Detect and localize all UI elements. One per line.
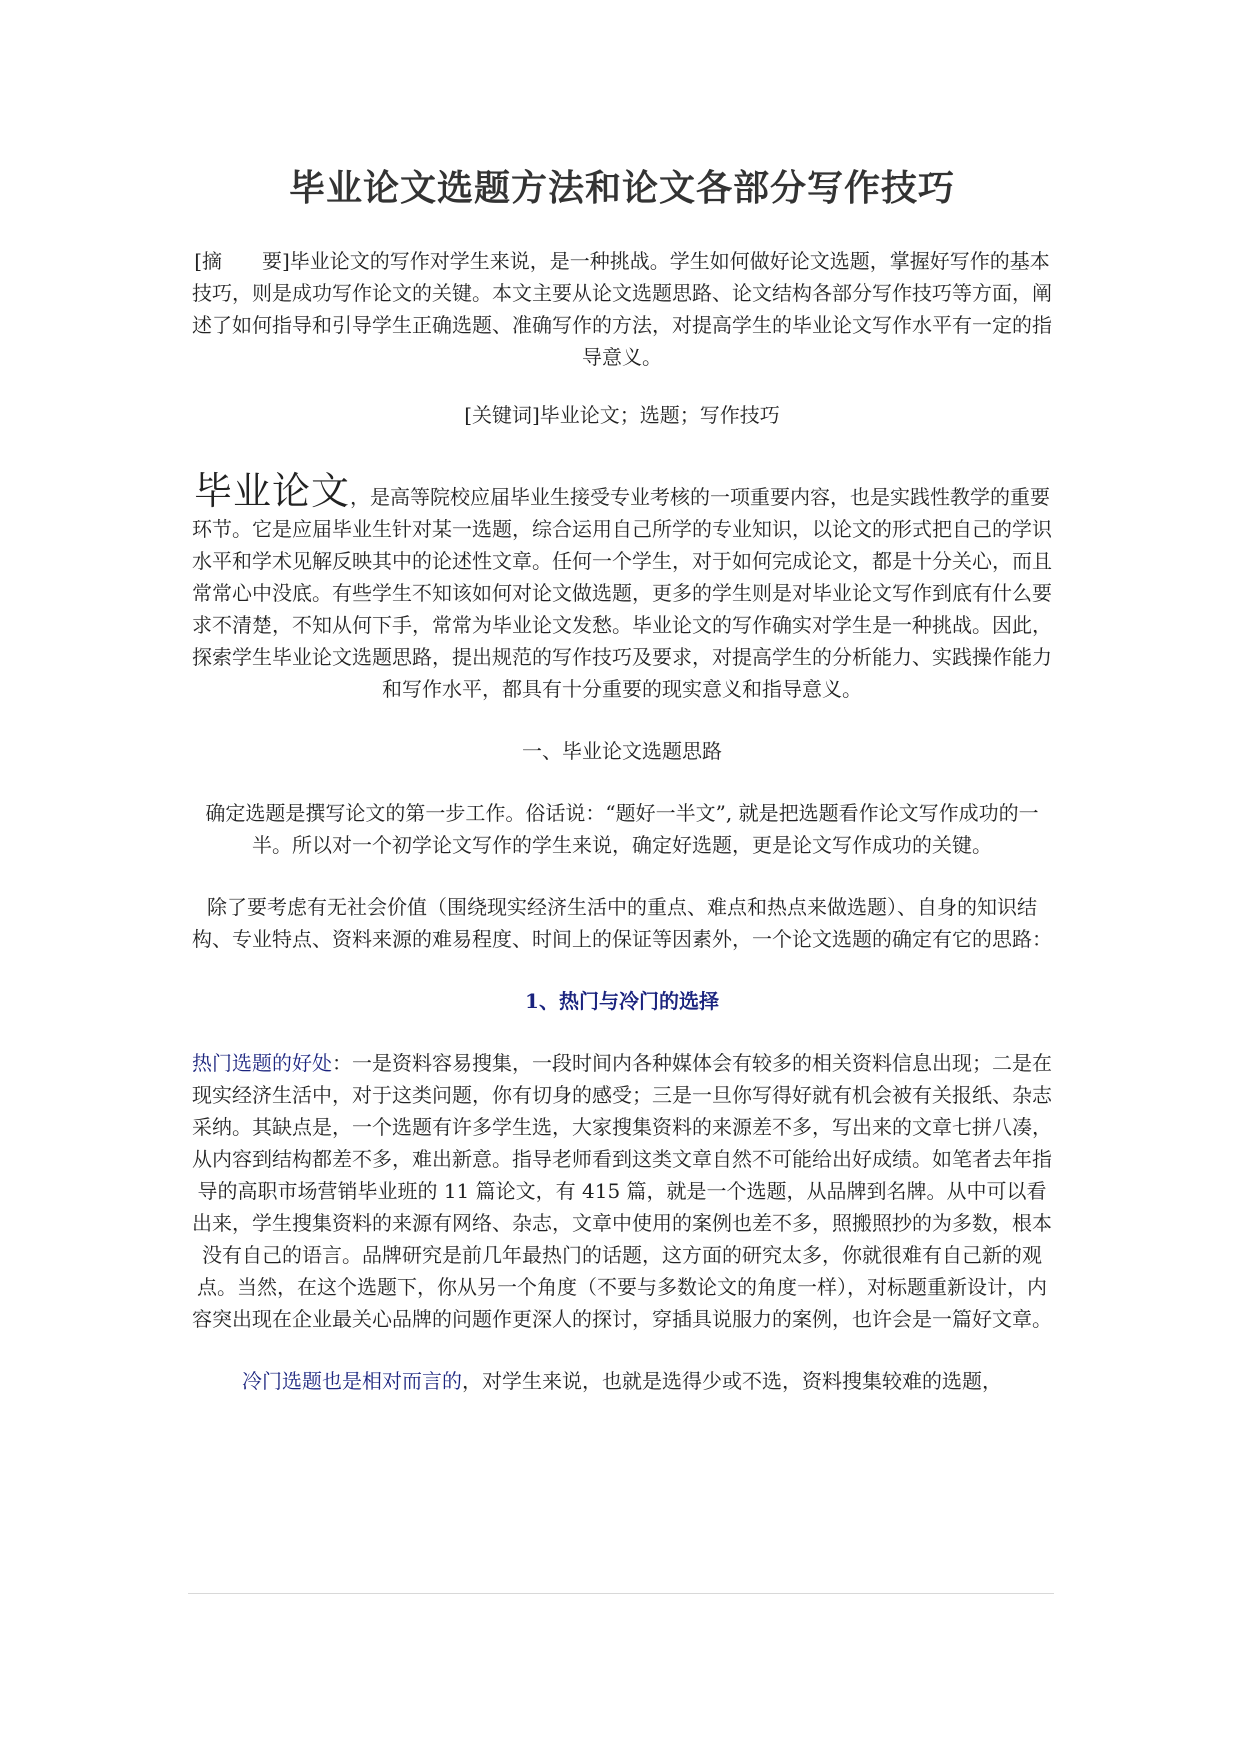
page-divider (188, 1593, 1054, 1594)
cold-topic-label: 冷门选题也是相对而言的 (242, 1369, 462, 1393)
document-page (192, 160, 1052, 1427)
section-paragraph-1: 确定选题是撰写论文的第一步工作。俗话说：“题好一半文”, 就是把选题看作论文写作成功的一半。所以对一个初学论文写作的学生来说，确定好选题，更是论文写作成功的关键。 (205, 801, 1039, 857)
intro-paragraph (192, 469, 1052, 705)
section-paragraph-2: 除了要考虑有无社会价值（围绕现实经济生活中的重点、难点和热点来做选题）、自身的知识结构、专业特点、资料来源的难易程度、时间上的保证等因素外，一个论文选题的确定有它的思路： (192, 895, 1052, 951)
abstract-text: [摘 要]毕业论文的写作对学生来说，是一种挑战。学生如何做好论文选题，掌握好写作的基本技巧，则是成功写作论文的关键。本文主要从论文选题思路、论文结构各部分写作技巧等方面，阐述了如何指导和引导学生正确选题、准确写作的方法，对提高学生的毕业论文写作水平有一定的指导意义。 (192, 249, 1052, 369)
keywords: [关键词]毕业论文；选题；写作技巧 (464, 403, 780, 427)
hot-topic-label: 热门选题的好处 (192, 1051, 332, 1075)
intro-lead: 毕业论文 (193, 469, 350, 513)
cold-topic-text: ，对学生来说，也就是选得少或不选，资料搜集较难的选题， (462, 1369, 1002, 1393)
hot-topic-paragraph (192, 1047, 1052, 1335)
cold-topic-paragraph (192, 1365, 1052, 1397)
subheading-hot-cold: 1、热门与冷门的选择 (525, 989, 719, 1013)
intro-text: ，是高等院校应届毕业生接受专业考核的一项重要内容，也是实践性教学的重要环节。它是应届毕业生针对某一选题，综合运用自己所学的专业知识，以论文的形式把自己的学识水平和学术见解反映其中的论述性文章。任何一个学生，对于如何完成论文，都是十分关心，而且常常心中没底。有些学生不知该如何对论文做选题，更多的学生则是对毕业论文写作到底有什么要求不清楚，不知从何下手，常常为毕业论文发愁。毕业论文的写作确实对学生是一种挑战。因此，探索学生毕业论文选题思路，提出规范的写作技巧及要求，对提高学生的分析能力、实践操作能力和写作水平，都具有十分重要的现实意义和指导意义。 (192, 485, 1052, 701)
abstract (192, 245, 1052, 373)
section-heading: 一、毕业论文选题思路 (522, 739, 722, 763)
document-title: 毕业论文选题方法和论文各部分写作技巧 (288, 168, 955, 209)
hot-topic-text: ：一是资料容易搜集，一段时间内各种媒体会有较多的相关资料信息出现；二是在现实经济生活中，对于这类问题，你有切身的感受；三是一旦你写得好就有机会被有关报纸、杂志采纳。其缺点是，一个选题有许多学生选，大家搜集资料的来源差不多，写出来的文章七拼八凑，从内容到结构都差不多，难出新意。指导老师看到这类文章自然不可能给出好成绩。如笔者去年指导的高职市场营销毕业班的 11 篇论文，有 415 篇，就是一个选题，从品牌到名牌。从中可以看出来，学生搜集资料的来源有网络、杂志，文章中使用的案例也差不多，照搬照抄的为多数，根本没有自己的语言。品牌研究是前几年最热门的话题，这方面的研究太多，你就很难有自己新的观点。当然，在这个选题下，你从另一个角度（不要与多数论文的角度一样），对标题重新设计，内容突出现在企业最关心品牌的问题作更深人的探讨，穿插具说服力的案例，也许会是一篇好文章。 (192, 1051, 1052, 1331)
